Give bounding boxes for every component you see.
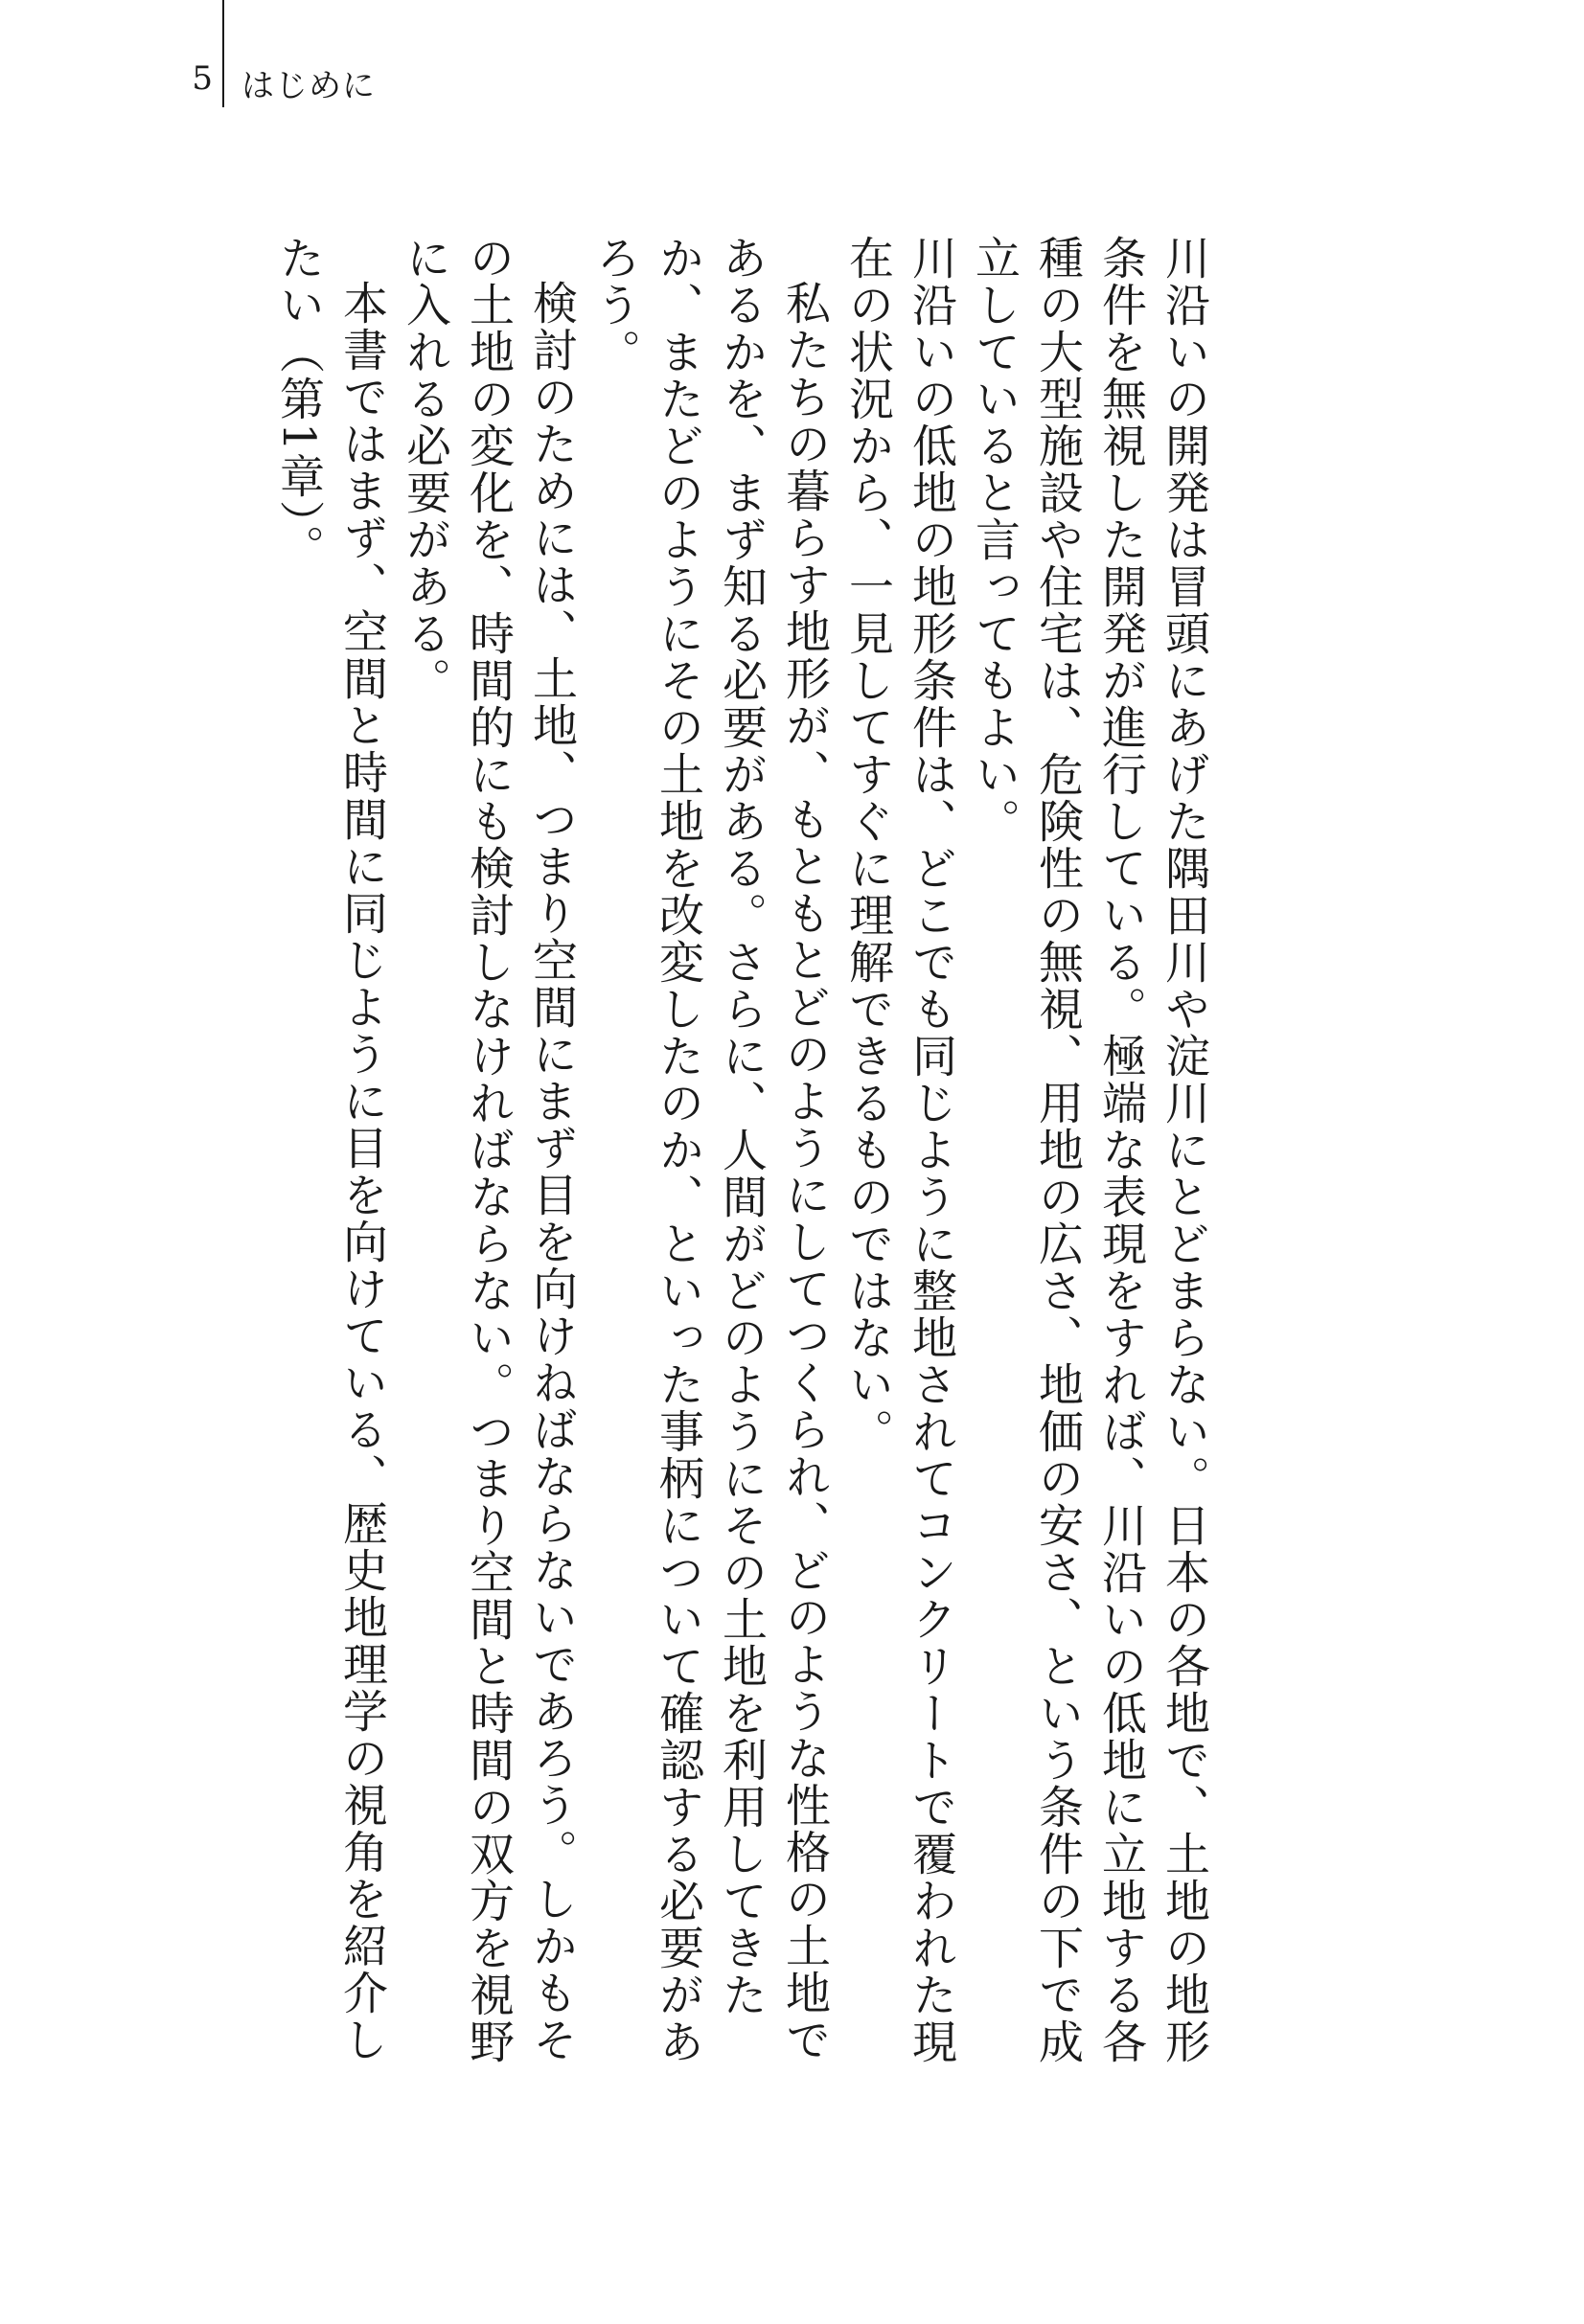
paragraph: 川沿いの開発は冒頭にあげた隅田川や淀川にとどまらない。日本の各地で、土地の地形条件を無視した開発が進行している。極端な表現をすれば、川沿いの低地に立地する各種の大型施設や住宅は、危険性の無視、用地の広さ、地価の安さ、という条件の下で成立していると言ってもよい。 bbox=[968, 235, 1210, 2065]
paragraph: 私たちの暮らす地形が、もともとどのようにしてつくられ、どのような性格の土地であるかを、まず知る必要がある。さらに、人間がどのようにその土地を利用してきたか、またどのようにその土地を改変したのか、といった事柄について確認する必要があろう。 bbox=[588, 235, 831, 2065]
page-number: 5 bbox=[192, 59, 213, 98]
chapter-title: はじめに bbox=[241, 67, 376, 105]
paragraph: 検討のためには、土地、つまり空間にまず目を向けねばならないであろう。しかもその土地の変化を、時間的にも検討しなければならない。つまり空間と時間の双方を視野に入れる必要がある。 bbox=[399, 235, 578, 2065]
paragraph: 川沿いの低地の地形条件は、どこでも同じように整地されてコンクリートで覆われた現在の状況から、一見してすぐに理解できるものではない。 bbox=[841, 235, 957, 2065]
body-text bbox=[266, 235, 1215, 2103]
running-header bbox=[182, 57, 230, 100]
paragraph: 本書ではまず、空間と時間に同じように目を向けている、歴史地理学の視角を紹介したい（第1章）。 bbox=[272, 235, 388, 2063]
